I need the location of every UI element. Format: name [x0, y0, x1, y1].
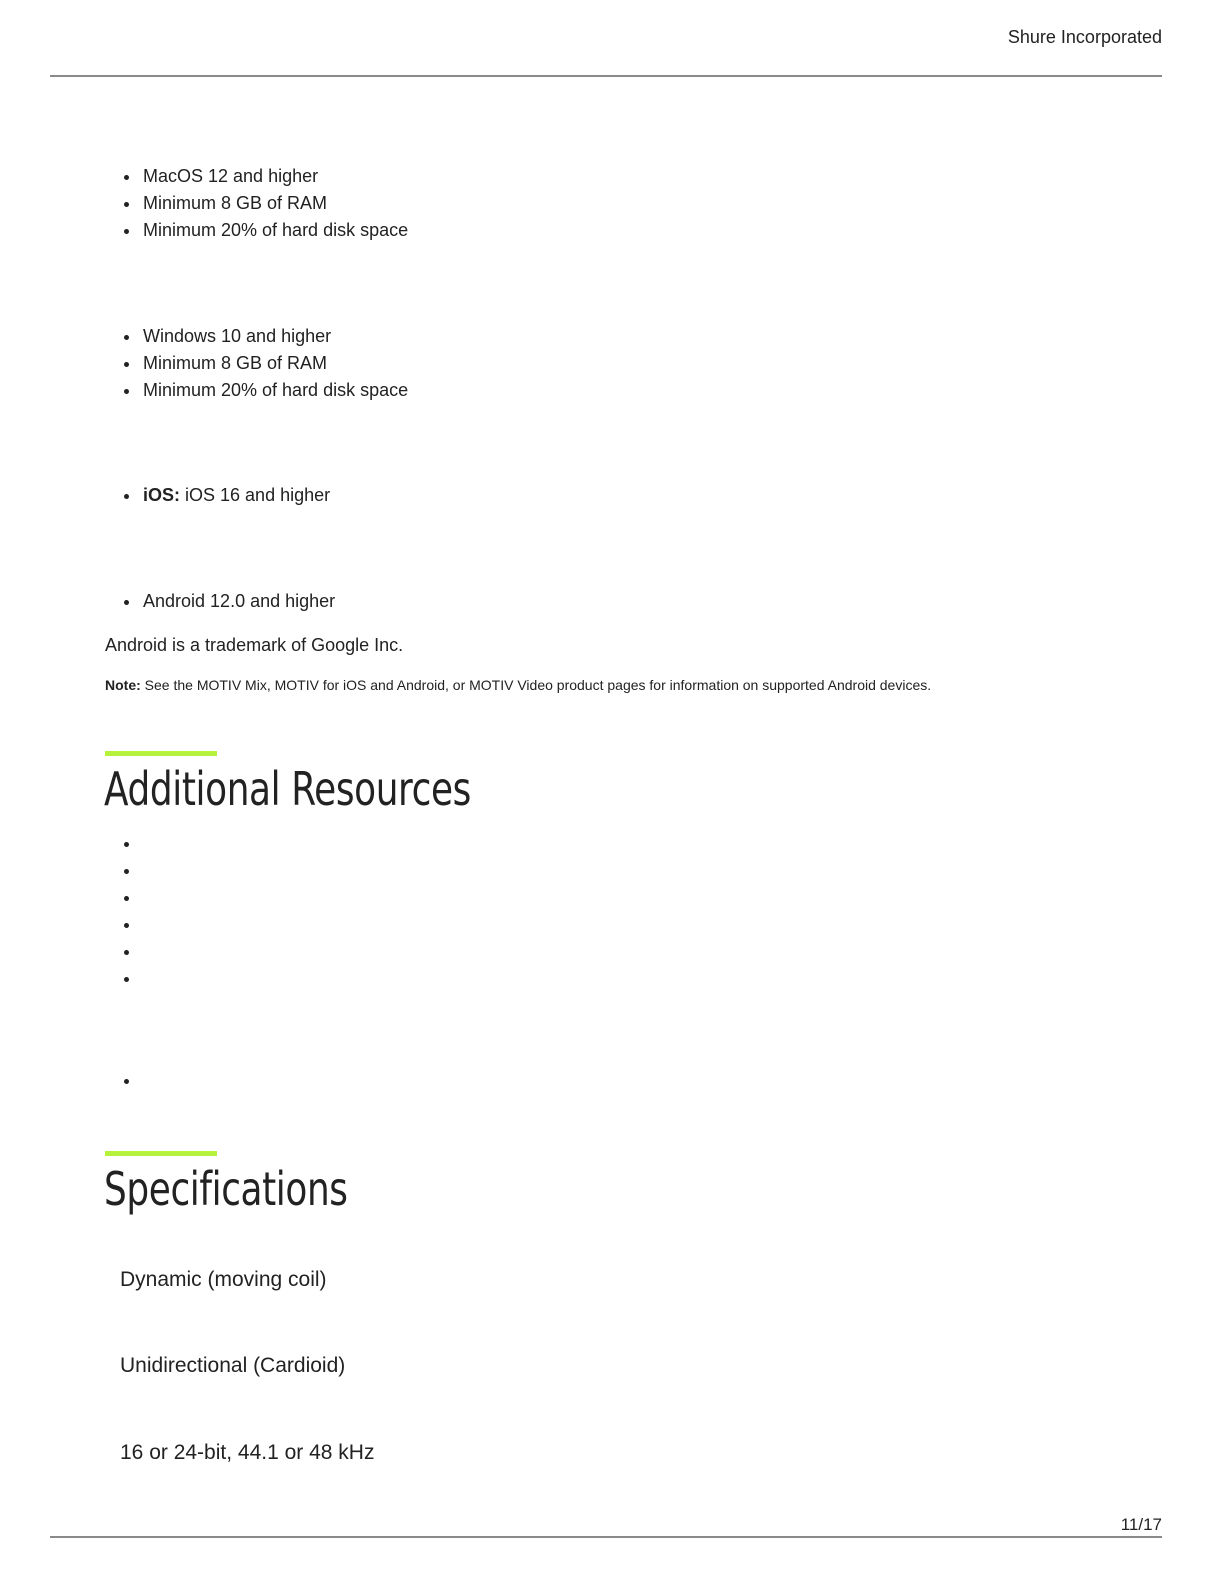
spec-bit-depth-sample-rate: 16 or 24-bit, 44.1 or 48 kHz: [120, 1441, 375, 1464]
list-item: [0, 482, 330, 509]
list-item[interactable]: [0, 884, 143, 911]
section-accent-bar: [105, 1151, 217, 1156]
additional-resources-title: Additional Resources: [104, 762, 471, 816]
list-item: Windows 10 and higher: [0, 323, 408, 350]
list-item[interactable]: [0, 830, 143, 857]
note-text: [105, 677, 931, 693]
list-item[interactable]: [0, 857, 143, 884]
list-item[interactable]: [0, 938, 143, 965]
list-item: MacOS 12 and higher: [0, 163, 408, 190]
list-item: Minimum 20% of hard disk space: [0, 377, 408, 404]
windows-requirements-list: [0, 323, 408, 404]
list-item: Android 12.0 and higher: [0, 588, 335, 615]
list-item[interactable]: [0, 911, 143, 938]
page-number: 11/17: [1120, 1515, 1162, 1534]
note-body: See the MOTIV Mix, MOTIV for iOS and Android, or MOTIV Video product pages for information on supported Android devices.: [140, 677, 932, 693]
list-item[interactable]: [0, 965, 143, 992]
list-item: Minimum 8 GB of RAM: [0, 350, 408, 377]
spec-polar-pattern: Unidirectional (Cardioid): [120, 1354, 346, 1377]
company-name: Shure Incorporated: [1007, 27, 1162, 47]
footer-rule: [50, 1536, 1162, 1538]
list-item[interactable]: [0, 1067, 143, 1094]
header-rule: [50, 75, 1162, 77]
trademark-text: Android is a trademark of Google Inc.: [105, 635, 404, 655]
resources-extra-list: [0, 1067, 143, 1094]
ios-text: iOS 16 and higher: [180, 485, 331, 505]
resources-list: [0, 830, 143, 992]
list-item: Minimum 8 GB of RAM: [0, 190, 408, 217]
section-accent-bar: [105, 751, 217, 756]
list-item: Minimum 20% of hard disk space: [0, 217, 408, 244]
spec-transducer-type: Dynamic (moving coil): [120, 1268, 327, 1291]
specifications-title: Specifications: [104, 1162, 348, 1216]
android-requirements-list: [0, 588, 335, 615]
ios-requirements-list: [0, 482, 330, 509]
ios-label: iOS:: [143, 485, 181, 505]
note-label: Note:: [105, 677, 141, 693]
mac-requirements-list: [0, 163, 408, 244]
